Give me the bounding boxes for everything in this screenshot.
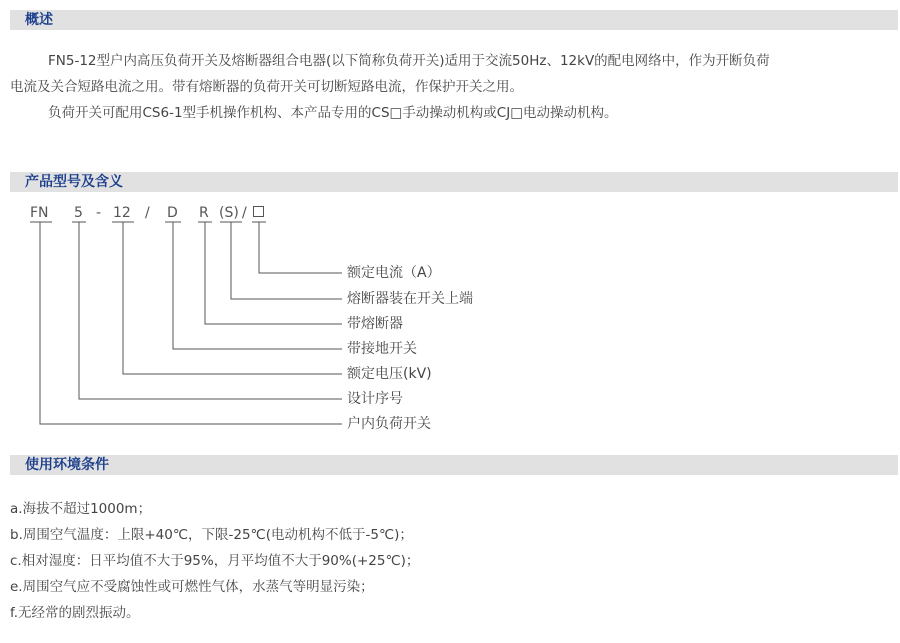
meaning-rated-voltage: 额定电压(kV) — [347, 366, 432, 382]
overview-paragraph-1-line-2: 电流及关合短路电流之用。带有熔断器的负荷开关可切断短路电流，作保护开关之用。 — [10, 79, 523, 95]
meaning-design-serial: 设计序号 — [347, 391, 403, 407]
code-part-s: (S) — [219, 205, 239, 221]
code-part-d: D — [167, 205, 178, 221]
condition-item: b.周围空气温度：上限+40℃，下限-25℃(电动机构不低于-5℃)； — [10, 527, 413, 543]
overview-paragraph-2: 负荷开关可配用CS6-1型手机操作机构、本产品专用的CS□手动操动机构或CJ□电动操动机构。 — [48, 105, 618, 121]
bracket-line-fuse-top — [231, 222, 342, 299]
bracket-line-earthing-switch — [173, 222, 342, 349]
code-part-slash-2: / — [242, 205, 247, 221]
code-part-fn: FN — [30, 205, 49, 221]
meaning-fuse-top: 熔断器装在开关上端 — [347, 291, 473, 307]
code-part-slash-1: / — [145, 205, 150, 221]
bracket-line-design-serial — [79, 222, 342, 399]
section-header-conditions — [10, 455, 898, 475]
section-title-overview: 概述 — [25, 12, 53, 28]
bracket-line-rated-voltage — [123, 222, 342, 374]
code-part-5: 5 — [74, 205, 83, 221]
meaning-rated-current: 额定电流（A） — [347, 265, 441, 281]
section-title-model: 产品型号及含义 — [25, 174, 123, 190]
code-part-r: R — [199, 205, 209, 221]
meaning-indoor-switch: 户内负荷开关 — [347, 416, 431, 432]
bracket-line-indoor-switch — [40, 222, 342, 424]
condition-item: f.无经常的剧烈振动。 — [10, 605, 140, 621]
code-part-12: 12 — [113, 205, 131, 221]
bracket-line-rated-current — [259, 222, 342, 273]
condition-item: c.相对湿度：日平均值不大于95%，月平均值不大于90%(+25℃)； — [10, 553, 420, 569]
condition-item: a.海拔不超过1000m； — [10, 501, 152, 517]
condition-item: e.周围空气应不受腐蚀性或可燃性气体，水蒸气等明显污染； — [10, 579, 374, 595]
code-part-dash: - — [96, 205, 102, 221]
meaning-with-fuse: 带熔断器 — [347, 316, 403, 332]
meaning-earthing-switch: 带接地开关 — [347, 341, 417, 357]
overview-paragraph-1-line-1: FN5-12型户内高压负荷开关及熔断器组合电器(以下简称负荷开关)适用于交流50Hz、12kV的配电网络中，作为开断负荷 — [48, 53, 770, 69]
section-title-conditions: 使用环境条件 — [25, 457, 109, 473]
